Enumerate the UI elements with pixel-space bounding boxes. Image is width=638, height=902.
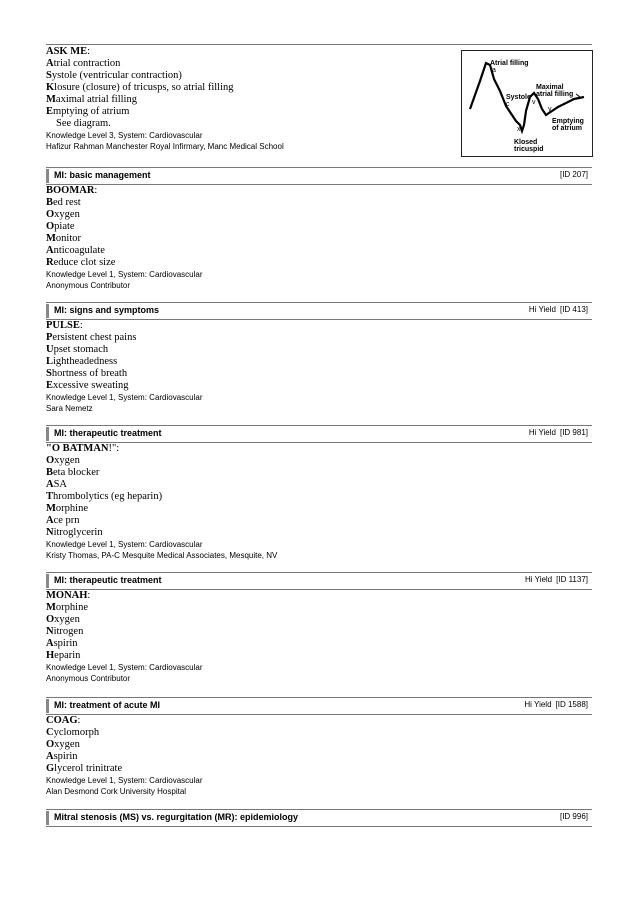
line: Monitor (46, 233, 82, 244)
knowledge-level: Knowledge Level 1, System: Cardiovascular (46, 270, 203, 279)
atrial-pressure-diagram (461, 50, 593, 157)
contributor: Sara Nemetz (46, 404, 93, 413)
entry-body (46, 715, 592, 775)
line: COAG: (46, 715, 81, 726)
label-maximal: Maximal (536, 84, 564, 91)
header-bar (46, 304, 49, 318)
line: "O BATMAN!": (46, 443, 120, 454)
line: Oxygen (46, 614, 80, 625)
entry-boomar (46, 185, 592, 291)
line: Reduce clot size (46, 257, 116, 268)
line: Glycerol trinitrate (46, 763, 123, 774)
entry-header (46, 809, 592, 827)
entry-body (46, 320, 592, 392)
line: Maximal atrial filling (46, 94, 137, 105)
entry-id: [ID 996] (559, 812, 588, 821)
entry-title: Mitral stenosis (MS) vs. regurgitation (MR): epidemiology (54, 812, 299, 822)
header-bar (46, 811, 49, 825)
header-bar (46, 169, 49, 183)
line: Persistent chest pains (46, 332, 137, 343)
line: Oxygen (46, 739, 80, 750)
label-y: y (548, 106, 552, 113)
line: Morphine (46, 503, 88, 514)
line: Ace prn (46, 515, 80, 526)
knowledge-level: Knowledge Level 1, System: Cardiovascular (46, 663, 203, 672)
entry-id-area (525, 575, 588, 584)
label-atrial-filling: Atrial filling (490, 60, 529, 67)
line: Nitroglycerin (46, 527, 103, 538)
line: Opiate (46, 221, 75, 232)
entry-pulse (46, 320, 592, 414)
entry-title: MI: basic management (54, 170, 151, 180)
hi-yield-badge: Hi Yield (528, 428, 556, 437)
label-emptying: Emptying (552, 118, 584, 125)
line: Bed rest (46, 197, 81, 208)
hi-yield-badge: Hi Yield (528, 305, 556, 314)
entry-header (46, 572, 592, 590)
entry-id-area (529, 428, 588, 437)
entry-body (46, 443, 592, 539)
entry-id: [ID 1588] (555, 700, 588, 709)
line: BOOMAR: (46, 185, 98, 196)
hi-yield-badge: Hi Yield (525, 575, 553, 584)
line: Aspirin (46, 638, 78, 649)
entry-title: MI: therapeutic treatment (54, 428, 162, 438)
entry-id: [ID 1137] (556, 575, 588, 584)
label-klosed: Klosed (514, 139, 538, 146)
line: Atrial contraction (46, 58, 121, 69)
contributor: Alan Desmond Cork University Hospital (46, 787, 187, 796)
line: Emptying of atrium (46, 106, 130, 117)
entry-id: [ID 207] (559, 170, 588, 179)
line: Thrombolytics (eg heparin) (46, 491, 163, 502)
knowledge-level: Knowledge Level 1, System: Cardiovascular (46, 540, 203, 549)
contributor: Kristy Thomas, PA-C Mesquite Medical Associates, Mesquite, NV (46, 551, 278, 560)
line: Upset stomach (46, 344, 109, 355)
entry-title: MI: signs and symptoms (54, 305, 160, 315)
entry-id-area (529, 305, 588, 314)
entry-id-area (556, 170, 588, 179)
line: Nitrogen (46, 626, 84, 637)
label-systole: Systole (506, 94, 531, 101)
entry-header (46, 425, 592, 443)
line: Excessive sweating (46, 380, 129, 391)
label-atrial-filling-2: atrial filling (536, 91, 574, 98)
line: Oxygen (46, 455, 80, 466)
entry-id: [ID 413] (559, 305, 588, 314)
knowledge-level: Knowledge Level 1, System: Cardiovascular (46, 393, 203, 402)
contributor: Anonymous Contributor (46, 281, 131, 290)
entry-o-batman (46, 443, 592, 561)
header-bar (46, 574, 49, 588)
top-rule (46, 44, 592, 45)
label-tricuspid: tricuspid (514, 146, 544, 153)
hi-yield-badge: Hi Yield (524, 700, 552, 709)
line: ASK ME: (46, 46, 91, 57)
contributor: Hafizur Rahman Manchester Royal Infirmary, Manc Medical School (46, 142, 284, 151)
entry-header (46, 167, 592, 185)
label-c: c (506, 101, 510, 108)
header-bar (46, 427, 49, 441)
entry-title: MI: treatment of acute MI (54, 700, 161, 710)
line: MONAH: (46, 590, 91, 601)
knowledge-level: Knowledge Level 3, System: Cardiovascular (46, 131, 203, 140)
entry-body (46, 185, 592, 269)
line: See diagram. (56, 118, 111, 129)
line: Anticoagulate (46, 245, 105, 256)
diagram-svg (462, 51, 592, 156)
line: Cyclomorph (46, 727, 100, 738)
line: Heparin (46, 650, 81, 661)
entry-id: [ID 981] (559, 428, 588, 437)
line: Shortness of breath (46, 368, 128, 379)
entry-id-area (556, 812, 588, 821)
line: ASA (46, 479, 68, 490)
knowledge-level: Knowledge Level 1, System: Cardiovascular (46, 776, 203, 785)
entry-header (46, 302, 592, 320)
entry-monah (46, 590, 592, 684)
label-a: a (492, 67, 496, 74)
entry-title: MI: therapeutic treatment (54, 575, 162, 585)
header-bar (46, 699, 49, 713)
label-of-atrium: of atrium (552, 125, 582, 132)
line: Oxygen (46, 209, 80, 220)
label-x: x (517, 126, 521, 133)
entry-coag (46, 715, 592, 797)
entry-body (46, 590, 592, 662)
entry-id-area (524, 700, 588, 709)
contributor: Anonymous Contributor (46, 674, 131, 683)
line: Klosure (closure) of tricusps, so atrial filling (46, 82, 234, 93)
label-v: v (532, 99, 536, 106)
line: PULSE: (46, 320, 83, 331)
line: Lightheadedness (46, 356, 118, 367)
entry-header (46, 697, 592, 715)
line: Systole (ventricular contraction) (46, 70, 182, 81)
line: Beta blocker (46, 467, 100, 478)
line: Morphine (46, 602, 88, 613)
line: Aspirin (46, 751, 78, 762)
